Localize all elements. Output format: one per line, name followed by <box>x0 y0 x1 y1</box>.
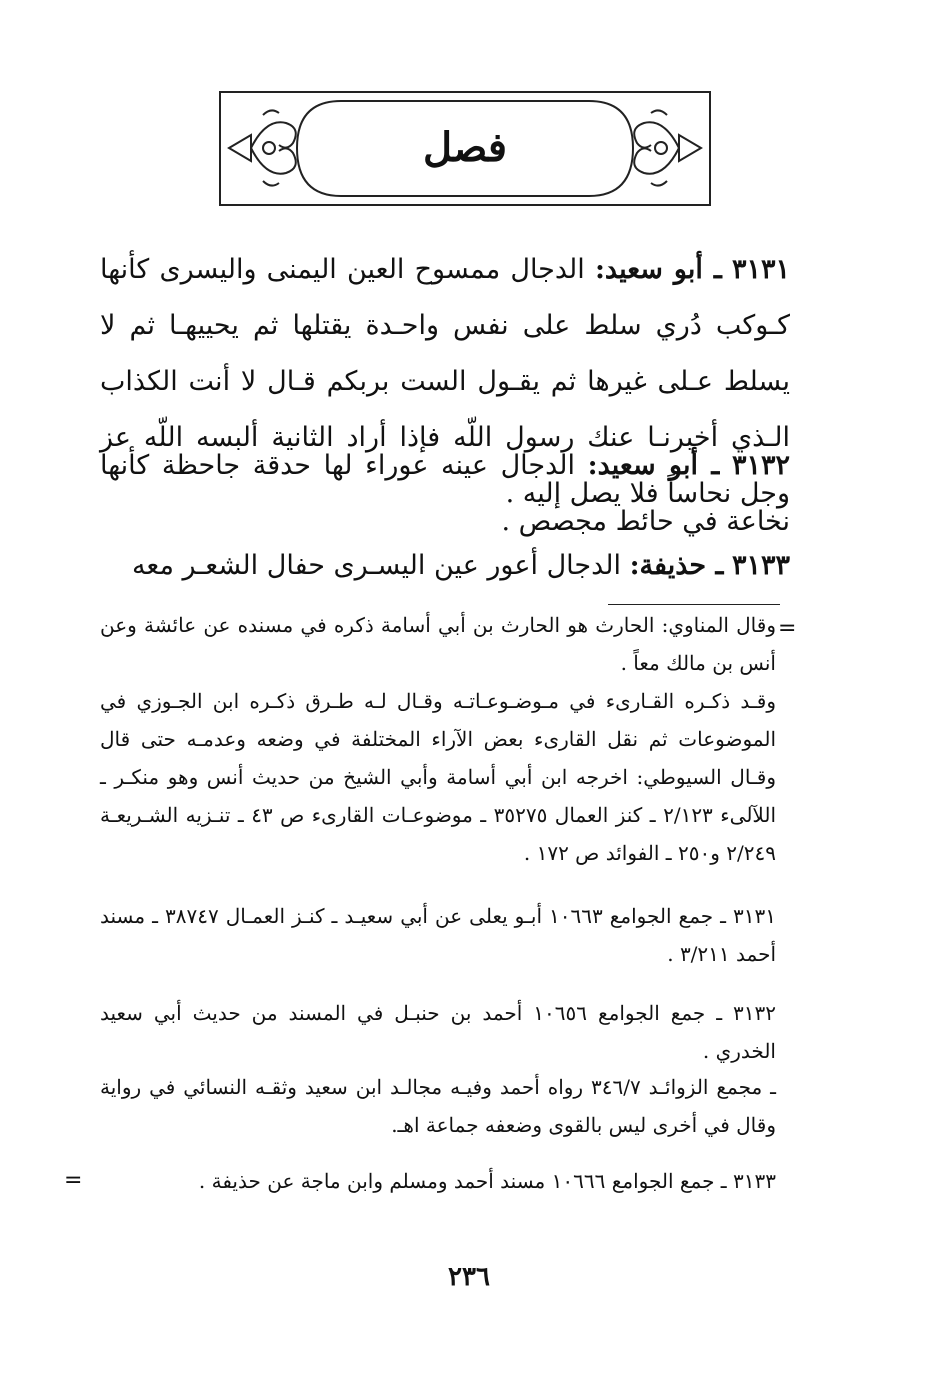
footnote-separator <box>608 604 780 605</box>
hadith-narrator: حذيفة: <box>629 550 707 581</box>
continuation-mark: = <box>778 616 797 641</box>
section-title: فصل <box>422 124 508 171</box>
hadith-text: الدجال عينه عوراء لها حدقة جاحظة كأنها نخاعة في حائط مجصص . <box>100 450 790 537</box>
hadith-number: ٣١٣١ <box>731 254 790 285</box>
footnote: ٣١٣١ ـ جمع الجوامع ١٠٦٦٣ أبـو يعلى عن أبي سعيـد ـ كنـز العمـال ٣٨٧٤٧ ـ مسند أحمد ٣/٢١١ . <box>100 904 776 966</box>
footnote: ٣١٣٢ ـ جمع الجوامع ١٠٦٥٦ أحمد بن حنبـل في المسند من حديث أبي سعيد الخدري . <box>100 1001 777 1063</box>
hadith-narrator: أبو سعيد: <box>587 450 698 481</box>
hadith-entry: ٣١٣٢ ـ أبو سعيد: الدجال عينه عوراء لها حدقة جاحظة كأنها نخاعة في حائط مجصص . <box>100 450 790 537</box>
footnote: ـ مجمع الزوائـد ٣٤٦/٧ رواه أحمد وفيـه مجالـد ابن سعيد وثقـه النسائي في رواية وقال في أخرى ليس بالقوى وضعفه جماعة اهـ. <box>100 1075 776 1137</box>
hadith-entry: ٣١٣٣ ـ حذيفة: الدجال أعور عين اليسـرى حفال الشعـر معه <box>131 550 790 581</box>
section-header-frame <box>219 91 711 206</box>
footnote: وقـد ذكـره القـارىء في مـوضـوعـاتـه وقـال لـه طـرق ذكـره ابن الجـوزي في الموضوعات ثم نقل القارىء بعض الآراء المختلفة في وضعه وعدمـه حتى قال وقـال السيوطي: اخرجه ابن أبي أسامة وأبي الشيخ من حديث أنس وهو منكـر ـ اللآلىء ٢/١٢٣ ـ كنز العمال ٣٥٢٧٥ ـ موضوعـات القارىء ص ٤٣ ـ تنـزيه الشـريعـة ٢/٢٤٩ و٢٥٠ ـ الفوائد ص ١٧٢ . <box>100 689 777 865</box>
hadith-text: الدجال أعور عين اليسـرى حفال الشعـر معه <box>131 550 621 581</box>
footnote: وقال المناوي: الحارث هو الحارث بن أبي أسامة ذكره في مسنده عن عائشة وعن أنس بن مالك معاً . <box>100 613 776 675</box>
footnote: ٣١٣٣ ـ جمع الجوامع ١٠٦٦٦ مسند أحمد ومسلم وابن ماجة عن حذيفة . <box>198 1169 776 1193</box>
hadith-number: ٣١٣٢ <box>731 450 790 481</box>
page-number: ٢٣٦ <box>448 1262 490 1292</box>
hadith-text: الدجال ممسوح العين اليمنى واليسرى كأنها كـوكب دُري سلط على نفس واحـدة يقتلها ثم يحييهـا ثم لا يسلط عـلى غيرها ثم يقـول الست بربكم قـال لا أنت الكذاب الـذي أخبرنـا عنك رسول اللّه فإذا أراد الثانية ألبسه اللّه عز وجل نحاساً فلا يصل إليه . <box>100 254 790 509</box>
hadith-narrator: أبو سعيد: <box>594 254 703 285</box>
hadith-entry: ٣١٣١ ـ أبو سعيد: الدجال ممسوح العين اليمنى واليسرى كأنها كـوكب دُري سلط على نفس واحـدة يقتلها ثم يحييهـا ثم لا يسلط عـلى غيرها ثم يقـول الست بربكم قـال لا أنت الكذاب الـذي أخبرنـا عنك رسول اللّه فإذا أراد الثانية ألبسه اللّه عز وجل نحاساً فلا يصل إليه . <box>100 254 790 509</box>
hadith-number: ٣١٣٣ <box>731 550 790 581</box>
continuation-mark: = <box>64 1168 83 1193</box>
